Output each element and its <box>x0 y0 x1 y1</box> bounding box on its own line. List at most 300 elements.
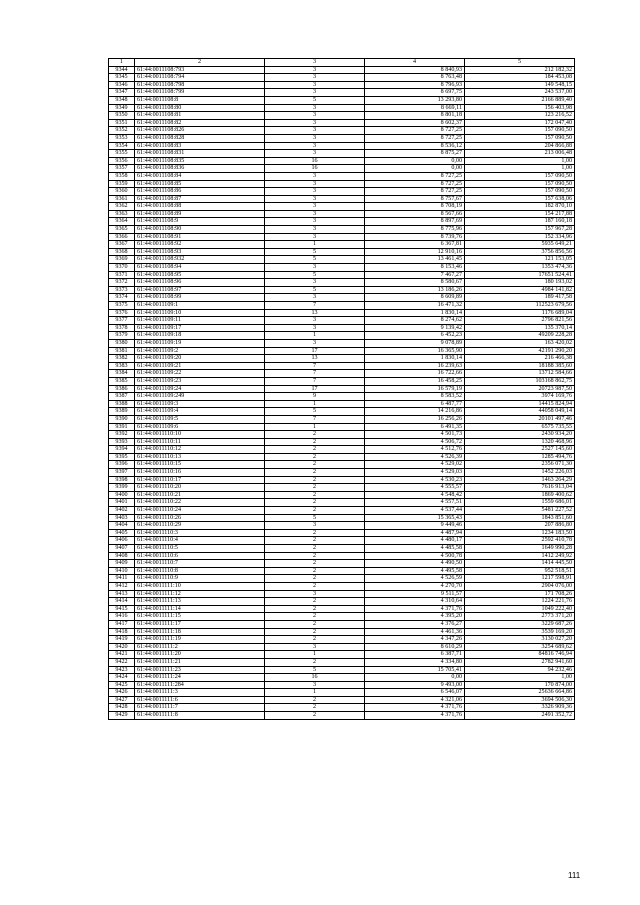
row-number-cell: 9423 <box>109 666 135 674</box>
cadastral-value-cell: 157 090,50 <box>465 188 575 196</box>
row-number-cell: 9350 <box>109 112 135 120</box>
table-row <box>109 172 575 180</box>
cadastral-value-cell: 112523 679,56 <box>465 302 575 310</box>
specific-value-cell: 13 186,26 <box>365 286 465 294</box>
cadastral-value-cell: 163 420,02 <box>465 339 575 347</box>
table-row <box>109 438 575 446</box>
row-number-cell: 9362 <box>109 203 135 211</box>
group-cell: 1 <box>265 332 365 340</box>
cadastral-value-cell: 3974 169,76 <box>465 393 575 401</box>
row-number-cell: 9421 <box>109 651 135 659</box>
specific-value-cell: 4 334,80 <box>365 658 465 666</box>
cadastral-value-cell: 1414 445,50 <box>465 560 575 568</box>
row-number-cell: 9352 <box>109 127 135 135</box>
table-row <box>109 355 575 363</box>
table-row <box>109 195 575 203</box>
specific-value-cell: 12 910,16 <box>365 248 465 256</box>
cadastral-number-cell: 61:44:0011108:99 <box>135 294 265 302</box>
cadastral-value-cell: 1,00 <box>465 157 575 165</box>
group-cell: 3 <box>265 339 365 347</box>
table-row <box>109 218 575 226</box>
table-row <box>109 294 575 302</box>
row-number-cell: 9388 <box>109 400 135 408</box>
group-cell: 3 <box>265 74 365 82</box>
cadastral-number-cell: 61:44:0011108:97 <box>135 286 265 294</box>
cadastral-value-cell: 149 548,15 <box>465 81 575 89</box>
row-number-cell: 9411 <box>109 575 135 583</box>
cadastral-number-cell: 61:44:0011109:11 <box>135 317 265 325</box>
row-number-cell: 9394 <box>109 446 135 454</box>
table-row <box>109 112 575 120</box>
cadastral-number-cell: 61:44:0011108:82 <box>135 119 265 127</box>
cadastral-number-cell: 61:44:0011110:6 <box>135 552 265 560</box>
specific-value-cell: 8 727,25 <box>365 134 465 142</box>
specific-value-cell: 9 078,89 <box>365 339 465 347</box>
row-number-cell: 9403 <box>109 514 135 522</box>
cadastral-value-cell: 2491 352,72 <box>465 712 575 720</box>
row-number-cell: 9344 <box>109 66 135 74</box>
specific-value-cell: 8 840,93 <box>365 66 465 74</box>
cadastral-number-cell: 61:44:0011108:799 <box>135 89 265 97</box>
cadastral-value-cell: 17651 524,41 <box>465 271 575 279</box>
cadastral-number-cell: 61:44:0011109:5 <box>135 415 265 423</box>
specific-value-cell: 14 216,86 <box>365 408 465 416</box>
cadastral-number-cell: 61:44:0011111:6 <box>135 696 265 704</box>
table-row <box>109 666 575 674</box>
cadastral-number-cell: 61:44:0011110:10 <box>135 431 265 439</box>
specific-value-cell: 8 875,27 <box>365 150 465 158</box>
cadastral-value-cell: 1224 221,76 <box>465 598 575 606</box>
specific-value-cell: 16 458,25 <box>365 377 465 385</box>
cadastral-number-cell: 61:44:0011108:91 <box>135 233 265 241</box>
cadastral-number-cell: 61:44:0011111:19 <box>135 636 265 644</box>
cadastral-value-cell: 25636 664,86 <box>465 689 575 697</box>
row-number-cell: 9410 <box>109 567 135 575</box>
table-row <box>109 658 575 666</box>
row-number-cell: 9365 <box>109 226 135 234</box>
table-row <box>109 233 575 241</box>
row-number-cell: 9404 <box>109 522 135 530</box>
row-number-cell: 9385 <box>109 377 135 385</box>
row-number-cell: 9393 <box>109 438 135 446</box>
table-row <box>109 370 575 378</box>
cadastral-number-cell: 61:44:0011111:3 <box>135 689 265 697</box>
group-cell: 1 <box>265 423 365 431</box>
specific-value-cell: 4 555,57 <box>365 484 465 492</box>
cadastral-number-cell: 61:44:0011111:24 <box>135 674 265 682</box>
group-cell: 3 <box>265 226 365 234</box>
row-number-cell: 9374 <box>109 294 135 302</box>
group-cell: 3 <box>265 294 365 302</box>
row-number-cell: 9418 <box>109 628 135 636</box>
cadastral-number-cell: 61:44:0011109:19 <box>135 339 265 347</box>
group-cell: 7 <box>265 377 365 385</box>
column-header-3: 3 <box>265 59 365 67</box>
specific-value-cell: 16 256,26 <box>365 415 465 423</box>
group-cell: 2 <box>265 453 365 461</box>
specific-value-cell: 8 727,25 <box>365 180 465 188</box>
table-row <box>109 689 575 697</box>
table-row <box>109 339 575 347</box>
group-cell: 17 <box>265 347 365 355</box>
cadastral-number-cell: 61:44:0011108:85 <box>135 180 265 188</box>
specific-value-cell: 1 830,14 <box>365 309 465 317</box>
row-number-cell: 9376 <box>109 309 135 317</box>
row-number-cell: 9378 <box>109 324 135 332</box>
specific-value-cell: 4 557,51 <box>365 499 465 507</box>
cadastral-value-cell: 207 886,80 <box>465 522 575 530</box>
group-cell: 5 <box>265 286 365 294</box>
cadastral-value-cell: 4984 141,82 <box>465 286 575 294</box>
table-row <box>109 119 575 127</box>
table-row <box>109 431 575 439</box>
group-cell: 3 <box>265 218 365 226</box>
specific-value-cell: 6 546,07 <box>365 689 465 697</box>
specific-value-cell: 8 897,69 <box>365 218 465 226</box>
table-row <box>109 180 575 188</box>
specific-value-cell: 8 727,25 <box>365 172 465 180</box>
specific-value-cell: 8 763,48 <box>365 74 465 82</box>
specific-value-cell: 9 493,00 <box>365 681 465 689</box>
row-number-cell: 9358 <box>109 172 135 180</box>
specific-value-cell: 8 602,37 <box>365 119 465 127</box>
group-cell: 5 <box>265 514 365 522</box>
group-cell: 17 <box>265 385 365 393</box>
cadastral-number-cell: 61:44:0011109:22 <box>135 370 265 378</box>
table-row <box>109 302 575 310</box>
column-header-1: 1 <box>109 59 135 67</box>
group-cell: 2 <box>265 438 365 446</box>
table-row <box>109 309 575 317</box>
row-number-cell: 9428 <box>109 704 135 712</box>
group-cell: 3 <box>265 134 365 142</box>
specific-value-cell: 15 365,43 <box>365 514 465 522</box>
specific-value-cell: 4 321,06 <box>365 696 465 704</box>
cadastral-value-cell: 135 370,14 <box>465 324 575 332</box>
specific-value-cell: 8 727,25 <box>365 127 465 135</box>
cadastral-number-cell: 61:44:0011110:20 <box>135 484 265 492</box>
row-number-cell: 9420 <box>109 643 135 651</box>
table-row <box>109 134 575 142</box>
specific-value-cell: 16 239,63 <box>365 362 465 370</box>
specific-value-cell: 4 495,58 <box>365 567 465 575</box>
specific-value-cell: 6 367,81 <box>365 241 465 249</box>
row-number-cell: 9392 <box>109 431 135 439</box>
table-row <box>109 704 575 712</box>
group-cell: 2 <box>265 712 365 720</box>
specific-value-cell: 4 371,76 <box>365 704 465 712</box>
cadastral-number-cell: 61:44:0011108:826 <box>135 127 265 135</box>
cadastral-value-cell: 18188 385,60 <box>465 362 575 370</box>
cadastral-number-cell: 61:44:0011111:21 <box>135 658 265 666</box>
group-cell: 7 <box>265 302 365 310</box>
table-row <box>109 628 575 636</box>
specific-value-cell: 8 567,66 <box>365 210 465 218</box>
cadastral-number-cell: 61:44:0011111:15 <box>135 613 265 621</box>
row-number-cell: 9383 <box>109 362 135 370</box>
table-row <box>109 507 575 515</box>
row-number-cell: 9429 <box>109 712 135 720</box>
group-cell: 2 <box>265 560 365 568</box>
cadastral-number-cell: 61:44:0011111:8 <box>135 712 265 720</box>
cadastral-number-cell: 61:44:0011111:2 <box>135 643 265 651</box>
table-row <box>109 598 575 606</box>
row-number-cell: 9379 <box>109 332 135 340</box>
cadastral-value-cell: 3229 687,26 <box>465 620 575 628</box>
specific-value-cell: 4 548,42 <box>365 491 465 499</box>
specific-value-cell: 0,00 <box>365 674 465 682</box>
table-row <box>109 529 575 537</box>
cadastral-value-cell: 5481 227,52 <box>465 507 575 515</box>
cadastral-value-cell: 157 090,50 <box>465 180 575 188</box>
table-row <box>109 324 575 332</box>
cadastral-value-cell: 243 537,00 <box>465 89 575 97</box>
row-number-cell: 9387 <box>109 393 135 401</box>
group-cell: 3 <box>265 203 365 211</box>
cadastral-value-cell: 20101 497,46 <box>465 415 575 423</box>
specific-value-cell: 4 347,26 <box>365 636 465 644</box>
cadastral-value-cell: 2782 941,60 <box>465 658 575 666</box>
specific-value-cell: 4 501,73 <box>365 431 465 439</box>
table-row <box>109 157 575 165</box>
specific-value-cell: 0,00 <box>365 157 465 165</box>
cadastral-number-cell: 61:44:0011110:22 <box>135 499 265 507</box>
table-row <box>109 89 575 97</box>
table-row <box>109 165 575 173</box>
group-cell: 2 <box>265 491 365 499</box>
specific-value-cell: 16 579,19 <box>365 385 465 393</box>
specific-value-cell: 4 487,94 <box>365 529 465 537</box>
cadastral-value-cell: 1869 400,62 <box>465 491 575 499</box>
group-cell: 5 <box>265 271 365 279</box>
row-number-cell: 9347 <box>109 89 135 97</box>
table-row <box>109 347 575 355</box>
specific-value-cell: 4 512,76 <box>365 446 465 454</box>
table-row <box>109 248 575 256</box>
row-number-cell: 9360 <box>109 188 135 196</box>
cadastral-value-cell: 123 216,52 <box>465 112 575 120</box>
row-number-cell: 9367 <box>109 241 135 249</box>
group-cell: 3 <box>265 180 365 188</box>
cadastral-value-cell: 3130 027,20 <box>465 636 575 644</box>
group-cell: 16 <box>265 157 365 165</box>
group-cell: 2 <box>265 545 365 553</box>
cadastral-value-cell: 84816 746,94 <box>465 651 575 659</box>
cadastral-number-cell: 61:44:0011109:21 <box>135 362 265 370</box>
row-number-cell: 9382 <box>109 355 135 363</box>
cadastral-number-cell: 61:44:0011109:6 <box>135 423 265 431</box>
group-cell: 5 <box>265 248 365 256</box>
specific-value-cell: 4 480,17 <box>365 537 465 545</box>
table-row <box>109 636 575 644</box>
row-number-cell: 9386 <box>109 385 135 393</box>
cadastral-number-cell: 61:44:0011108:81 <box>135 112 265 120</box>
cadastral-value-cell: 952 518,51 <box>465 567 575 575</box>
cadastral-value-cell: 157 090,50 <box>465 127 575 135</box>
cadastral-number-cell: 61:44:0011110:24 <box>135 507 265 515</box>
table-row <box>109 96 575 104</box>
group-cell: 3 <box>265 195 365 203</box>
cadastral-value-cell: 1049 222,40 <box>465 605 575 613</box>
row-number-cell: 9351 <box>109 119 135 127</box>
row-number-cell: 9391 <box>109 423 135 431</box>
row-number-cell: 9366 <box>109 233 135 241</box>
specific-value-cell: 1 830,14 <box>365 355 465 363</box>
cadastral-number-cell: 61:44:0011108:828 <box>135 134 265 142</box>
table-row <box>109 681 575 689</box>
table-row <box>109 377 575 385</box>
row-number-cell: 9381 <box>109 347 135 355</box>
group-cell: 2 <box>265 582 365 590</box>
row-number-cell: 9361 <box>109 195 135 203</box>
cadastral-value-table <box>108 58 575 720</box>
cadastral-number-cell: 61:44:0011109:20 <box>135 355 265 363</box>
cadastral-number-cell: 61:44:0011108:90 <box>135 226 265 234</box>
cadastral-value-cell: 187 160,18 <box>465 218 575 226</box>
table-row <box>109 499 575 507</box>
cadastral-value-cell: 6575 735,55 <box>465 423 575 431</box>
column-header-5: 5 <box>465 59 575 67</box>
cadastral-value-cell: 1353 474,36 <box>465 264 575 272</box>
cadastral-number-cell: 61:44:0011111:14 <box>135 605 265 613</box>
table-row <box>109 210 575 218</box>
row-number-cell: 9349 <box>109 104 135 112</box>
table-row <box>109 613 575 621</box>
row-number-cell: 9380 <box>109 339 135 347</box>
group-cell: 16 <box>265 674 365 682</box>
row-number-cell: 9369 <box>109 256 135 264</box>
specific-value-cell: 4 537,44 <box>365 507 465 515</box>
group-cell: 2 <box>265 529 365 537</box>
cadastral-value-cell: 157 967,28 <box>465 226 575 234</box>
group-cell: 2 <box>265 552 365 560</box>
group-cell: 3 <box>265 317 365 325</box>
cadastral-number-cell: 61:44:0011111:13 <box>135 598 265 606</box>
cadastral-value-cell: 13712 584,66 <box>465 370 575 378</box>
cadastral-value-cell: 213 006,48 <box>465 150 575 158</box>
cadastral-value-cell: 157 090,50 <box>465 134 575 142</box>
group-cell: 7 <box>265 362 365 370</box>
row-number-cell: 9408 <box>109 552 135 560</box>
specific-value-cell: 13 461,45 <box>365 256 465 264</box>
cadastral-number-cell: 61:44:0011110:12 <box>135 446 265 454</box>
group-cell: 1 <box>265 241 365 249</box>
specific-value-cell: 8 669,11 <box>365 104 465 112</box>
row-number-cell: 9416 <box>109 613 135 621</box>
table-row <box>109 203 575 211</box>
table-row <box>109 476 575 484</box>
group-cell: 3 <box>265 112 365 120</box>
group-cell: 2 <box>265 431 365 439</box>
page-number: 111 <box>568 871 581 880</box>
cadastral-number-cell: 61:44:0011109:17 <box>135 324 265 332</box>
row-number-cell: 9389 <box>109 408 135 416</box>
specific-value-cell: 16 722,66 <box>365 370 465 378</box>
specific-value-cell: 8 274,62 <box>365 317 465 325</box>
table-row <box>109 567 575 575</box>
group-cell: 3 <box>265 119 365 127</box>
table-row <box>109 150 575 158</box>
group-cell: 3 <box>265 89 365 97</box>
specific-value-cell: 8 757,67 <box>365 195 465 203</box>
specific-value-cell: 8 583,52 <box>365 393 465 401</box>
cadastral-number-cell: 61:44:0011108:89 <box>135 210 265 218</box>
table-row <box>109 590 575 598</box>
specific-value-cell: 7 467,27 <box>365 271 465 279</box>
table-row <box>109 279 575 287</box>
group-cell: 3 <box>265 279 365 287</box>
specific-value-cell: 4 395,20 <box>365 613 465 621</box>
table-row <box>109 469 575 477</box>
cadastral-value-cell: 2904 076,00 <box>465 582 575 590</box>
cadastral-number-cell: 61:44:0011111:10 <box>135 582 265 590</box>
cadastral-number-cell: 61:44:0011108:831 <box>135 150 265 158</box>
cadastral-value-cell: 216 466,38 <box>465 355 575 363</box>
group-cell: 13 <box>265 355 365 363</box>
cadastral-value-cell: 1285 494,76 <box>465 453 575 461</box>
row-number-cell: 9406 <box>109 537 135 545</box>
group-cell: 5 <box>265 666 365 674</box>
specific-value-cell: 4 376,27 <box>365 620 465 628</box>
cadastral-number-cell: 61:44:0011110:13 <box>135 453 265 461</box>
specific-value-cell: 4 310,64 <box>365 598 465 606</box>
cadastral-value-cell: 1,00 <box>465 674 575 682</box>
cadastral-value-cell: 121 153,05 <box>465 256 575 264</box>
cadastral-value-cell: 157 090,50 <box>465 172 575 180</box>
cadastral-number-cell: 61:44:0011108:93 <box>135 248 265 256</box>
cadastral-value-cell: 172 047,40 <box>465 119 575 127</box>
cadastral-number-cell: 61:44:0011110:8 <box>135 567 265 575</box>
row-number-cell: 9363 <box>109 210 135 218</box>
table-row <box>109 66 575 74</box>
row-number-cell: 9370 <box>109 264 135 272</box>
cadastral-value-cell: 44058 049,14 <box>465 408 575 416</box>
cadastral-value-cell: 103168 862,75 <box>465 377 575 385</box>
specific-value-cell: 8 580,67 <box>365 279 465 287</box>
specific-value-cell: 4 526,39 <box>365 453 465 461</box>
cadastral-value-cell: 3326 909,36 <box>465 704 575 712</box>
table-row <box>109 582 575 590</box>
specific-value-cell: 4 485,58 <box>365 545 465 553</box>
cadastral-number-cell: 61:44:0011108:86 <box>135 188 265 196</box>
row-number-cell: 9415 <box>109 605 135 613</box>
specific-value-cell: 6 387,71 <box>365 651 465 659</box>
row-number-cell: 9346 <box>109 81 135 89</box>
group-cell: 2 <box>265 605 365 613</box>
cadastral-number-cell: 61:44:0011110:11 <box>135 438 265 446</box>
group-cell: 3 <box>265 172 365 180</box>
group-cell: 3 <box>265 210 365 218</box>
cadastral-value-cell: 49209 228,28 <box>465 332 575 340</box>
group-cell: 3 <box>265 142 365 150</box>
cadastral-value-cell: 2796 821,56 <box>465 317 575 325</box>
group-cell: 2 <box>265 484 365 492</box>
cadastral-value-cell: 2166 889,40 <box>465 96 575 104</box>
row-number-cell: 9400 <box>109 491 135 499</box>
group-cell: 3 <box>265 233 365 241</box>
cadastral-value-cell: 1217 598,91 <box>465 575 575 583</box>
row-number-cell: 9359 <box>109 180 135 188</box>
cadastral-number-cell: 61:44:0011109:24 <box>135 385 265 393</box>
group-cell: 5 <box>265 408 365 416</box>
cadastral-number-cell: 61:44:0011108:793 <box>135 66 265 74</box>
specific-value-cell: 6 487,77 <box>365 400 465 408</box>
cadastral-value-cell: 3539 169,20 <box>465 628 575 636</box>
specific-value-cell: 6 452,23 <box>365 332 465 340</box>
row-number-cell: 9396 <box>109 461 135 469</box>
cadastral-value-cell: 2592 410,78 <box>465 537 575 545</box>
table-row <box>109 74 575 82</box>
